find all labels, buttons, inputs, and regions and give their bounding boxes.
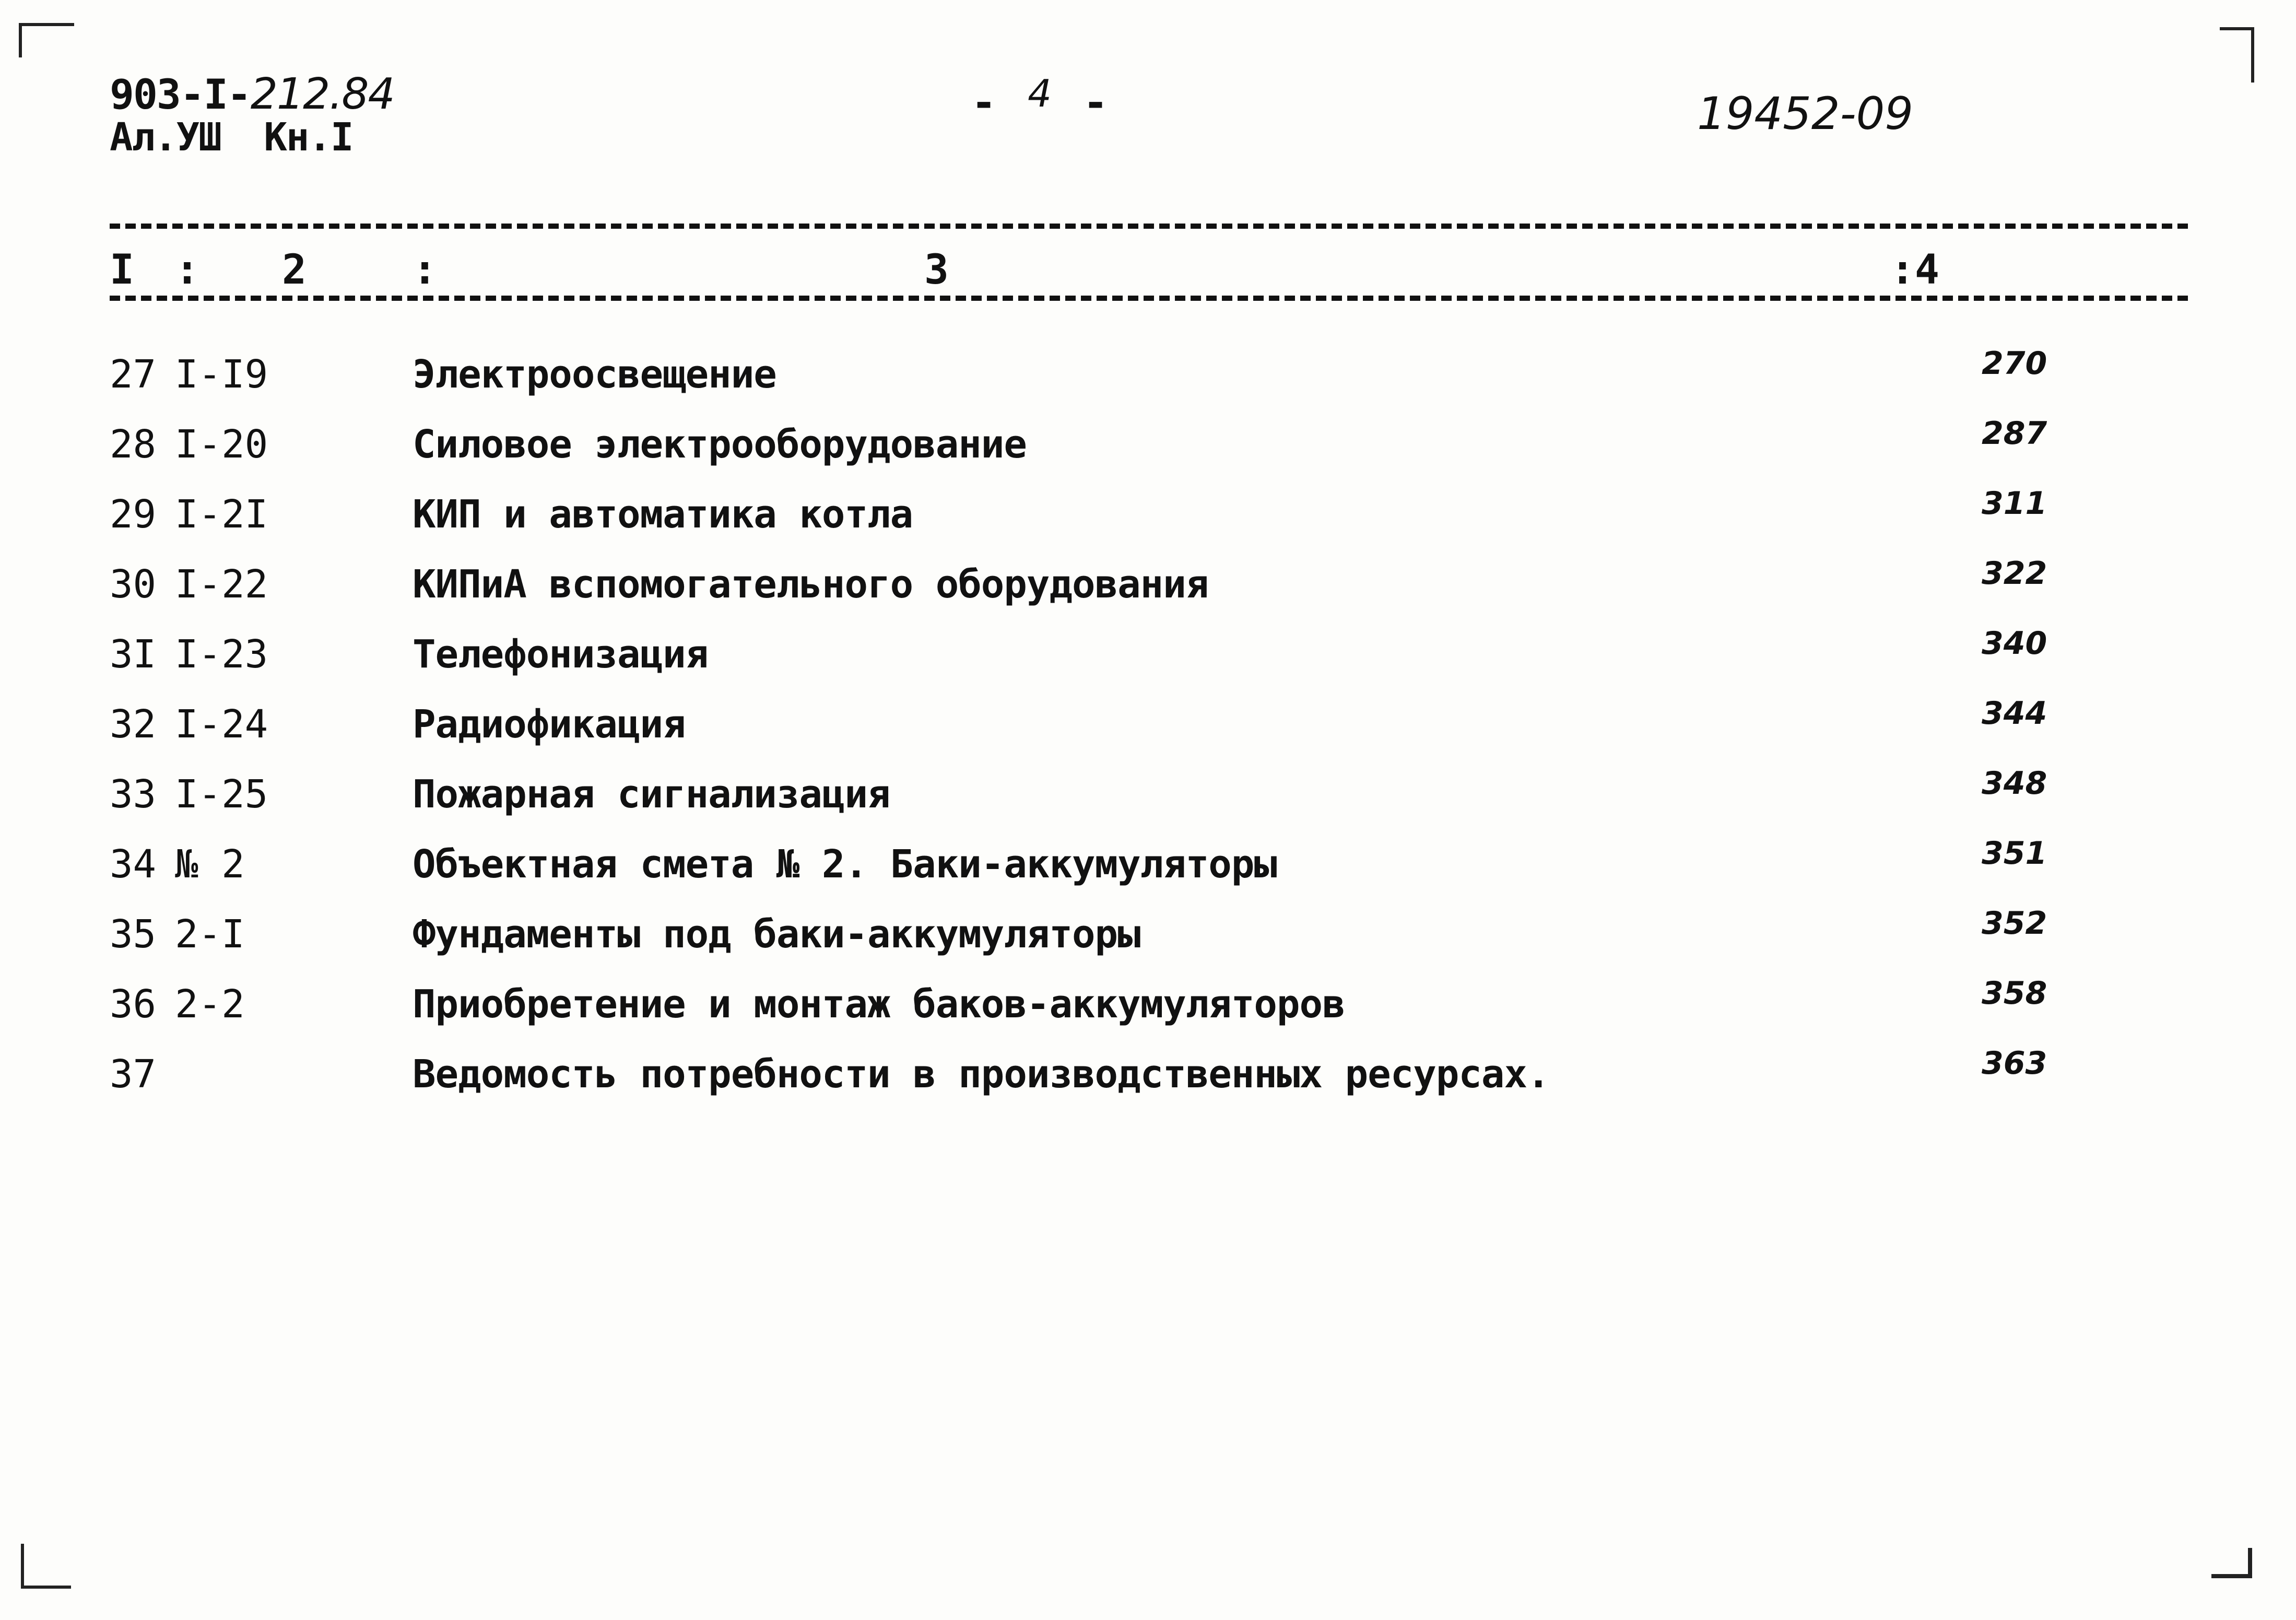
row-number: 27: [110, 352, 157, 397]
row-number: 30: [110, 562, 157, 607]
column-header-1: I: [110, 246, 134, 294]
row-title: Силовое электрооборудование: [413, 422, 1027, 467]
column-header-2: 2: [282, 246, 307, 294]
table-row: [0, 765, 2296, 845]
page-dash-left: -: [971, 78, 997, 127]
row-number: 34: [110, 842, 157, 887]
row-number: 3I: [110, 632, 157, 677]
row-title: Радиофикация: [413, 702, 686, 747]
column-header-4: :4: [1890, 246, 1939, 294]
table-row: [0, 485, 2296, 565]
header-rule-bottom: [110, 296, 2188, 301]
row-code: № 2: [175, 842, 245, 887]
row-title: Телефонизация: [413, 632, 709, 677]
row-code: I-20: [175, 422, 268, 467]
header-rule-top: [110, 224, 2188, 229]
row-number: 37: [110, 1052, 157, 1097]
row-number: 32: [110, 702, 157, 747]
row-number: 29: [110, 492, 157, 537]
project-code: [110, 69, 394, 119]
row-title: Электроосвещение: [413, 352, 776, 397]
row-code: I-24: [175, 702, 268, 747]
row-page: 351: [1982, 835, 2047, 872]
column-separator-2: :: [413, 246, 437, 294]
table-row: [0, 835, 2296, 915]
row-number: 33: [110, 772, 157, 817]
row-code: 2-2: [175, 982, 245, 1027]
row-page: 358: [1982, 975, 2047, 1012]
column-separator-1: :: [175, 246, 199, 294]
row-page: 311: [1982, 485, 2047, 522]
row-page: 363: [1982, 1045, 2047, 1082]
row-number: 36: [110, 982, 157, 1027]
row-page: 344: [1982, 695, 2047, 732]
row-title: Фундаменты под баки-аккумуляторы: [413, 912, 1140, 957]
project-code-printed: 903-I-: [110, 72, 251, 119]
row-code: 2-I: [175, 912, 245, 957]
table-row: [0, 625, 2296, 705]
row-code: I-I9: [175, 352, 268, 397]
row-code: I-22: [175, 562, 268, 607]
page-dash-right: -: [1082, 78, 1109, 127]
project-code-handwritten: 212.84: [250, 69, 394, 119]
table-row: [0, 415, 2296, 495]
row-title: Ведомость потребности в производственных ресурсах.: [413, 1052, 1550, 1097]
row-title: КИПиА вспомогательного оборудования: [413, 562, 1209, 607]
table-row: [0, 555, 2296, 635]
column-header-3: 3: [924, 246, 949, 294]
corner-mark-bottom-left: [21, 1544, 71, 1589]
row-page: 287: [1982, 415, 2047, 452]
row-page: 352: [1982, 905, 2047, 942]
row-title: КИП и автоматика котла: [413, 492, 913, 537]
contents-table: [0, 345, 2296, 1125]
row-title: Пожарная сигнализация: [413, 772, 890, 817]
row-page: 340: [1982, 625, 2047, 662]
table-row: [0, 905, 2296, 985]
row-page: 348: [1982, 765, 2047, 802]
row-code: I-25: [175, 772, 268, 817]
row-page: 322: [1982, 555, 2047, 592]
book-label: Кн.I: [264, 115, 353, 160]
row-number: 35: [110, 912, 157, 957]
row-title: Объектная смета № 2. Баки-аккумуляторы: [413, 842, 1277, 887]
row-code: I-2I: [175, 492, 268, 537]
corner-mark-bottom-right: [2211, 1548, 2252, 1578]
table-row: [0, 345, 2296, 425]
row-page: 270: [1982, 345, 2047, 382]
row-code: I-23: [175, 632, 268, 677]
row-number: 28: [110, 422, 157, 467]
corner-mark-top-right: [2220, 27, 2254, 83]
page-number: [971, 72, 1109, 127]
album-label: Ал.УШ: [110, 115, 221, 160]
corner-mark-top-left: [19, 23, 74, 57]
album-book: [110, 115, 353, 160]
page-number-handwritten: 4: [1028, 72, 1052, 115]
table-row: [0, 975, 2296, 1055]
table-row: [0, 1045, 2296, 1125]
document-number: 19452-09: [1697, 88, 1914, 140]
row-title: Приобретение и монтаж баков-аккумуляторов: [413, 982, 1345, 1027]
table-row: [0, 695, 2296, 775]
